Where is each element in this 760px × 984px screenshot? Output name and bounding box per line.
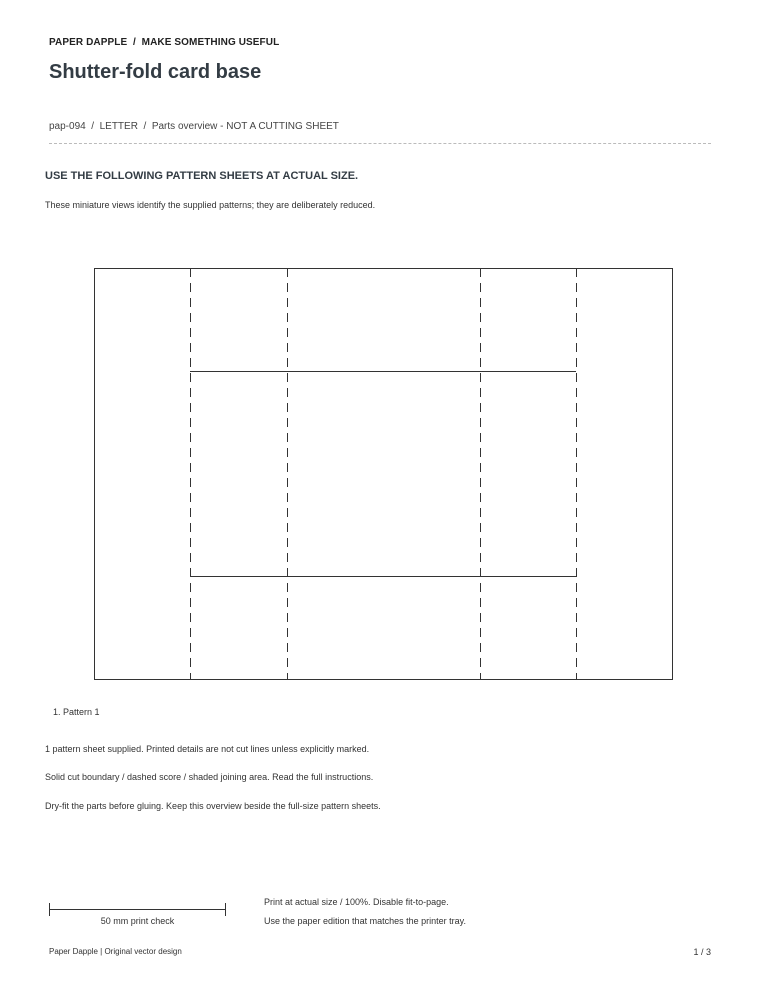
brand-breadcrumb: PAPER DAPPLE / MAKE SOMETHING USEFUL xyxy=(49,37,280,48)
cut-lines xyxy=(190,372,576,577)
scale-bar-label: 50 mm print check xyxy=(100,916,175,926)
page-number: 1 / 3 xyxy=(693,947,711,957)
document-meta: pap-094 / LETTER / Parts overview - NOT A CUTTING SHEET xyxy=(49,121,339,132)
instructions-heading: USE THE FOLLOWING PATTERN SHEETS AT ACTUAL SIZE. xyxy=(45,170,359,182)
print-instruction: Print at actual size / 100%. Disable fit-to-page. xyxy=(264,897,449,907)
scale-bar xyxy=(49,903,226,916)
note-line: Dry-fit the parts before gluing. Keep this overview beside the full-size pattern sheets. xyxy=(45,801,381,811)
note-line: Solid cut boundary / dashed score / shaded joining area. Read the full instructions. xyxy=(45,772,374,782)
score-lines xyxy=(191,268,577,679)
page-title: Shutter-fold card base xyxy=(49,61,262,83)
instructions-subtext: These miniature views identify the supplied patterns; they are deliberately reduced. xyxy=(45,200,376,210)
cut-boundary xyxy=(95,269,673,680)
pattern-caption: 1. Pattern 1 xyxy=(53,707,100,717)
note-line: 1 pattern sheet supplied. Printed details are not cut lines unless explicitly marked. xyxy=(45,744,370,754)
paper-instruction: Use the paper edition that matches the printer tray. xyxy=(264,916,466,926)
footer-credit: Paper Dapple | Original vector design xyxy=(49,947,182,956)
